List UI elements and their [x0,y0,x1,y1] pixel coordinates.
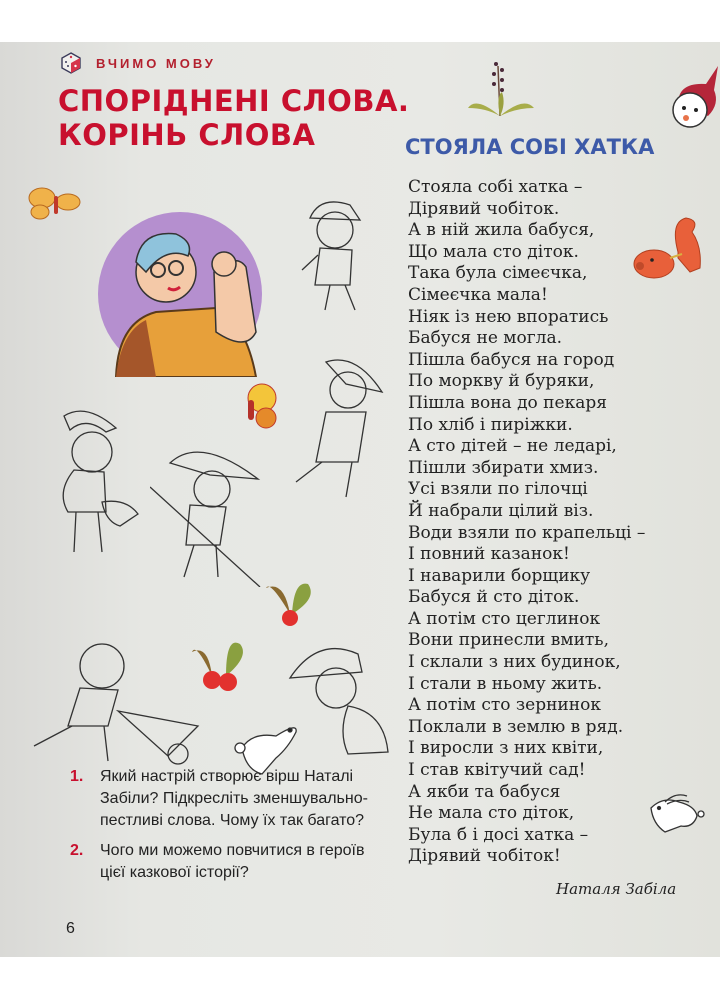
poem-line: І повний казанок! [408,544,570,565]
poem-line: І став квітучий сад! [408,760,586,781]
section-label-text: ВЧИМО МОВУ [96,55,216,71]
page-number: 6 [66,920,75,937]
poem-line: По моркву й буряки, [408,371,595,392]
poem-line: Бабуся не могла. [408,328,563,349]
poem-line: А в ній жила бабуся, [408,220,595,241]
question-item [70,840,380,884]
butterfly-icon [26,182,82,226]
plant-icon [466,56,536,122]
grandma-illustration [96,212,268,372]
poem-line: І склали з них будинок, [408,652,621,673]
poem-line: По хліб і пиріжки. [408,414,573,435]
poem-line: А потім сто зернинок [408,695,601,716]
child-illustration [150,437,270,587]
poem-author: Наталя Забіла [556,880,677,898]
poem-line: І стали в ньому жить. [408,673,603,694]
child-illustration [288,642,398,762]
poem-line: Пішла вона до пекаря [408,392,607,413]
bird-icon [668,64,720,130]
rabbit-icon [645,792,705,837]
poem-line: Й набрали цілий віз. [408,500,594,521]
poem-line: А сто дітей – не ледарі, [408,436,617,457]
poem-line: Дірявий чобіток! [408,846,561,867]
title-line-2: КОРІНЬ СЛОВА [58,118,316,152]
question-item [70,766,380,832]
poem-line: Пішли збирати хмиз. [408,457,599,478]
poem-line: Стояла собі хатка – [408,177,583,197]
question-number: 1. [70,768,84,785]
poem-line: Сімеєчка мала! [408,284,548,305]
poem-line: Така була сімеєчка, [408,263,588,284]
poem-line: Усі взяли по гілочці [408,479,588,500]
question-number: 2. [70,842,84,859]
poem-text [408,177,645,868]
poem-line: І виросли з них квіти, [408,738,604,759]
butterfly-icon [232,382,284,436]
poem-line: А якби та бабуся [408,781,561,802]
child-illustration [286,352,386,502]
poem-line: Бабуся й сто діток. [408,587,580,608]
child-illustration [46,402,146,562]
poem-title: СТОЯЛА СОБІ ХАТКА [405,135,655,159]
child-illustration [290,190,380,315]
poem-line: Поклали в землю в ряд. [408,716,624,737]
dice-icon [60,52,82,74]
page-title [58,84,409,152]
poem-line: Води взяли по крапельці – [408,522,646,543]
question-text: Який настрій створює вірш Наталі Забіли? Підкресліть зменшувально-пестливі слова. Чому їх так багато? [100,768,368,829]
wheelbarrow-child-illustration [28,636,208,766]
poem-line: Що мала сто діток. [408,241,579,262]
textbook-page [0,42,720,957]
poem-line: І наварили борщику [408,565,591,586]
poem-line: Не мала сто діток, [408,803,575,824]
questions-list [70,766,380,892]
poem-line: Пішла бабуся на город [408,349,615,370]
poem-line: А потім сто цеглинок [408,608,601,629]
poem-line: Дірявий чобіток. [408,198,560,219]
title-line-1: СПОРІДНЕНІ СЛОВА. [58,84,410,118]
question-text: Чого ми можемо повчитися в героїв цієї казкової історії? [100,842,365,881]
poem-line: Була б і досі хатка – [408,824,589,845]
section-label [60,52,216,74]
poem-line: Ніяк із нею впоратись [408,306,609,327]
beet-icon [264,570,324,630]
poem-line: Вони принесли вмить, [408,630,609,651]
